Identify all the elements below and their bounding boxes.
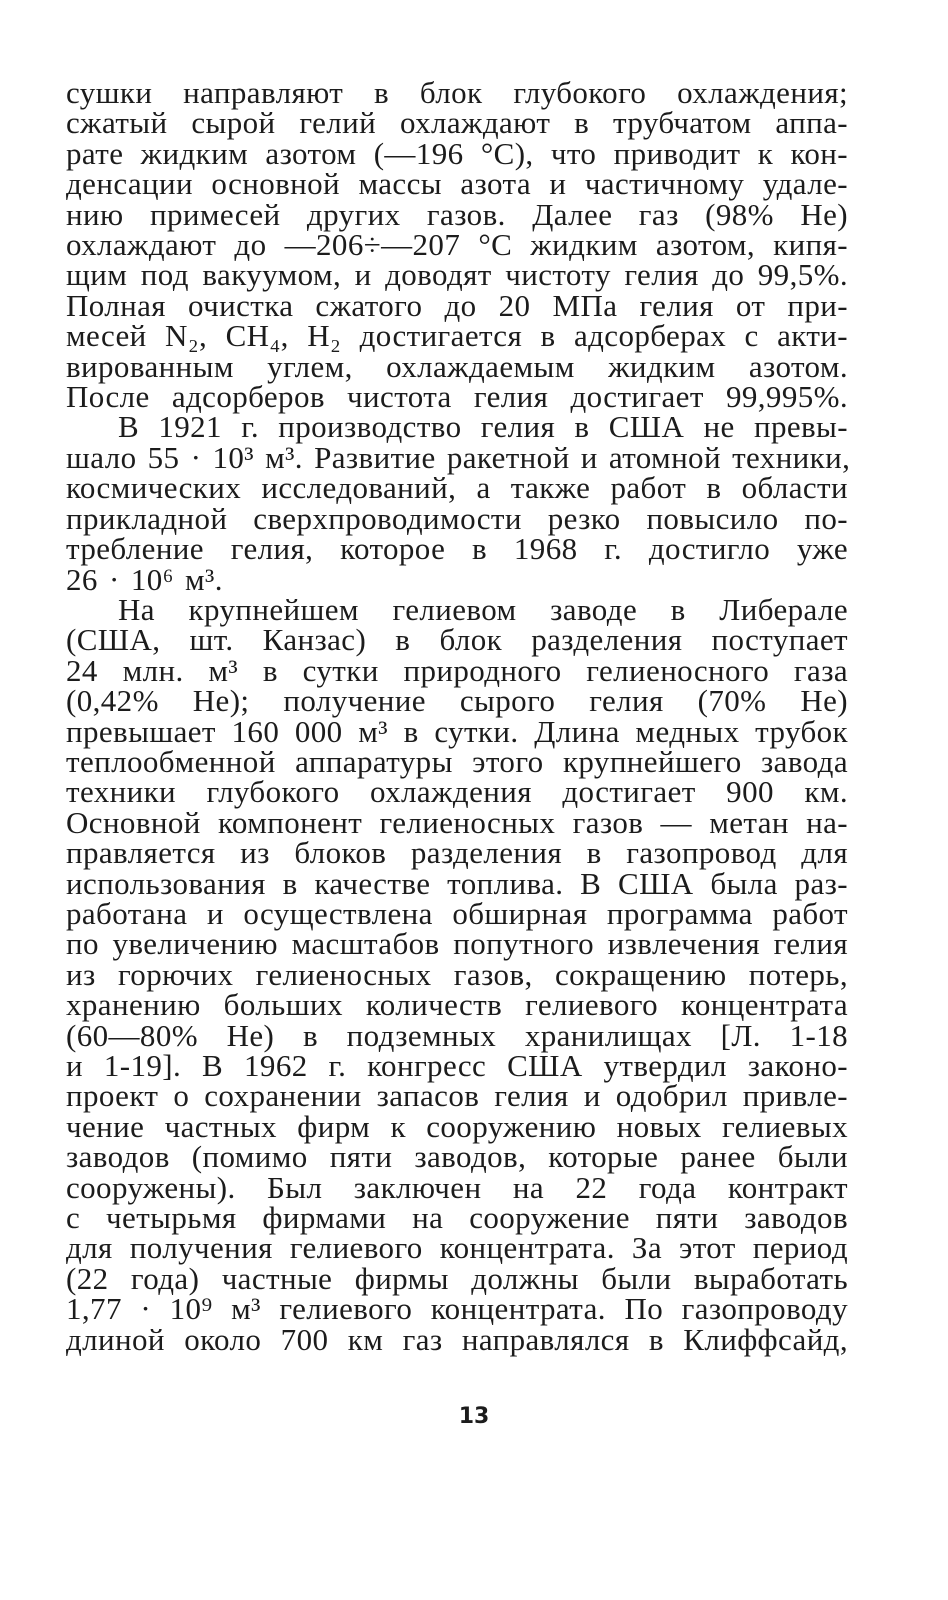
- text-line: вированным углем, охлаждаемым жидким азотом.: [66, 348, 848, 384]
- text-line: сжатый сырой гелий охлаждают в трубчатом аппа-: [66, 105, 848, 141]
- text-line: прикладной сверхпроводимости резко повысило по-: [66, 500, 848, 536]
- text-line: На крупнейшем гелиевом заводе в Либерале: [118, 591, 848, 627]
- text-line: щим под вакуумом, и доводят чистоту гелия до 99,5%.: [66, 257, 848, 293]
- text-line: охлаждают до —206÷—207 °С жидким азотом, кипя-: [66, 227, 848, 263]
- text-line: 24 млн. м³ в сутки природного гелиеносного газа: [66, 652, 848, 688]
- text-line: теплообменной аппаратуры этого крупнейшего завода: [66, 743, 848, 779]
- text-line: (0,42% He); получение сырого гелия (70% He): [66, 683, 848, 719]
- text-line: по увеличению масштабов попутного извлечения гелия: [66, 926, 848, 962]
- text-line: правляется из блоков разделения в газопровод для: [66, 835, 848, 871]
- text-line: 26 · 10⁶ м³.: [66, 561, 223, 597]
- text-line: Полная очистка сжатого до 20 МПа гелия от при-: [66, 287, 848, 323]
- text-line: 1,77 · 10⁹ м³ гелиевого концентрата. По газопроводу: [66, 1291, 848, 1327]
- text-line: требление гелия, которое в 1968 г. достигло уже: [66, 531, 848, 567]
- text-line: (США, шт. Канзас) в блок разделения поступает: [66, 622, 848, 658]
- text-line: (22 года) частные фирмы должны были выработать: [66, 1260, 848, 1296]
- paragraph: [66, 591, 849, 1357]
- paragraph: [66, 75, 848, 415]
- text-line: Основной компонент гелиеносных газов — метан на-: [66, 804, 848, 840]
- page-body: [66, 75, 851, 1357]
- text-line: нию примесей других газов. Далее газ (98% He): [66, 196, 848, 232]
- text-line: сооружены). Был заключен на 22 года контракт: [66, 1169, 848, 1205]
- text-line: хранению больших количеств гелиевого концентрата: [66, 987, 848, 1023]
- text-line: техники глубокого охлаждения достигает 900 км.: [66, 774, 848, 810]
- text-line: (60—80% He) в подземных хранилищах [Л. 1-18: [66, 1017, 849, 1053]
- text-line: превышает 160 000 м³ в сутки. Длина медных трубок: [66, 713, 848, 749]
- page-number: 13: [458, 1404, 490, 1429]
- text-line: шало 55 · 10³ м³. Развитие ракетной и атомной техники,: [66, 439, 851, 475]
- text-line: рате жидким азотом (—196 °С), что приводит к кон-: [66, 135, 848, 171]
- text-line: использования в качестве топлива. В США была раз-: [66, 865, 848, 901]
- text-line: и 1-19]. В 1962 г. конгресс США утвердил законо-: [66, 1048, 848, 1083]
- text-line: для получения гелиевого концентрата. За этот период: [66, 1230, 848, 1266]
- text-line: денсации основной массы азота и частичному удале-: [66, 166, 848, 202]
- text-line: месей N₂, CH₄, H₂ достигается в адсорберах с акти-: [66, 318, 848, 354]
- paragraph: [66, 409, 851, 597]
- text-line: из горючих гелиеносных газов, сокращению потерь,: [66, 956, 848, 992]
- text-line: В 1921 г. производство гелия в США не превы-: [118, 409, 848, 445]
- text-line: с четырьмя фирмами на сооружение пяти заводов: [66, 1200, 848, 1236]
- text-line: длиной около 700 км газ направлялся в Клиффсайд,: [66, 1321, 848, 1357]
- text-line: После адсорберов чистота гелия достигает 99,995%.: [66, 379, 848, 415]
- text-line: проект о сохранении запасов гелия и одобрил привле-: [66, 1078, 848, 1114]
- text-line: заводов (помимо пяти заводов, которые ранее были: [66, 1139, 848, 1175]
- text-line: работана и осуществлена обширная программа работ: [66, 895, 848, 931]
- text-line: сушки направляют в блок глубокого охлаждения;: [66, 75, 848, 110]
- text-line: космических исследований, а также работ в области: [66, 470, 848, 506]
- text-line: чение частных фирм к сооружению новых гелиевых: [66, 1108, 848, 1144]
